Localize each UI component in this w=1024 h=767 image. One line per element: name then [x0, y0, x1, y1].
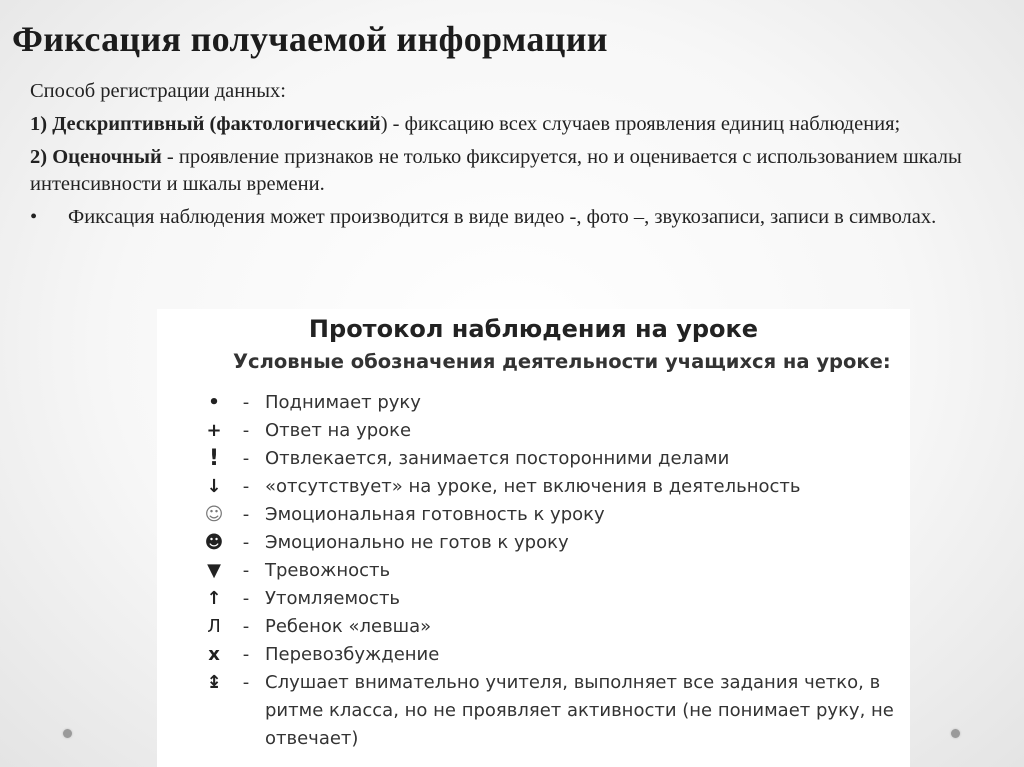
sad-face-icon: ☻ — [204, 532, 224, 553]
legend-dash: - — [242, 448, 250, 469]
legend-item-distracted — [201, 445, 901, 473]
filled-dot-icon: • — [208, 392, 220, 413]
protocol-subtitle: Условные обозначения деятельности учащихся на уроке: — [233, 350, 891, 373]
lead-text: Способ регистрации данных: — [30, 80, 286, 102]
legend-item-overexcited — [201, 641, 901, 669]
legend-dash: - — [242, 476, 250, 497]
bullet-mark: • — [30, 206, 38, 228]
legend-label: Перевозбуждение — [265, 644, 440, 665]
method-evaluative-description: - проявление признаков не только фиксируется, но и оценивается с использованием шкалы интенсивности и шкалы времени. — [30, 146, 962, 195]
legend-dash: - — [242, 616, 250, 637]
legend-item-emotionally-ready — [201, 501, 901, 529]
legend-label: Эмоциональная готовность к уроку — [265, 504, 605, 525]
method-descriptive-description: ) - фиксацию всех случаев проявления единиц наблюдения; — [380, 113, 901, 135]
legend-dash: - — [242, 392, 250, 413]
bullet-text: Фиксация наблюдения может производится в виде видео -, фото –, звукозаписи, записи в символах. — [68, 206, 937, 228]
bullet-item — [30, 204, 970, 231]
up-arrow-icon: ↑ — [206, 588, 222, 609]
smiley-icon: ☺ — [204, 504, 224, 525]
legend-item-fatigue — [201, 585, 901, 613]
legend-item-absent — [201, 473, 901, 501]
legend-label: Отвлекается, занимается посторонними делами — [265, 448, 730, 469]
legend-label: Ответ на уроке — [265, 420, 412, 441]
slide-body — [30, 78, 970, 231]
down-triangle-icon: ▼ — [207, 560, 221, 581]
legend-dash: - — [242, 588, 250, 609]
exclamation-icon: ! — [208, 446, 220, 471]
legend-dash: - — [242, 644, 250, 665]
legend-item-attentive-passive — [201, 669, 901, 753]
slide-title: Фиксация получаемой информации — [12, 19, 608, 59]
legend-label: Тревожность — [265, 560, 391, 581]
method-descriptive-name: 1) Дескриптивный (фактологический — [30, 113, 381, 135]
legend-label: Слушает внимательно учителя, выполняет все задания четко, в ритме класса, но не проявляет активности (не понимает руку, не отвечает) — [265, 672, 894, 749]
legend-dash: - — [242, 672, 250, 693]
legend-item-anxiety — [201, 557, 901, 585]
legend-label: Утомляемость — [265, 588, 401, 609]
legend-dash: - — [242, 504, 250, 525]
legend-dash: - — [242, 532, 250, 553]
protocol-title: Протокол наблюдения на уроке — [308, 315, 759, 343]
legend-item-emotionally-not-ready — [201, 529, 901, 557]
down-arrow-icon: ↓ — [206, 476, 222, 497]
legend-item-raises-hand — [201, 389, 901, 417]
letter-l-icon: Л — [207, 616, 221, 637]
protocol-image — [157, 309, 910, 767]
legend-label: «отсутствует» на уроке, нет включения в деятельность — [265, 476, 801, 497]
legend-dash: - — [242, 420, 250, 441]
legend-label: Эмоционально не готов к уроку — [265, 532, 569, 553]
nav-dot-left — [63, 729, 72, 738]
method-descriptive — [30, 111, 970, 138]
nav-dot-right — [951, 729, 960, 738]
legend-item-answer — [201, 417, 901, 445]
method-evaluative — [30, 144, 970, 198]
up-down-arrow-icon: ↨ — [206, 672, 222, 693]
plus-icon: + — [206, 420, 222, 441]
legend-dash: - — [242, 560, 250, 581]
legend-list — [201, 389, 901, 753]
legend-item-left-handed — [201, 613, 901, 641]
cross-icon: x — [208, 644, 220, 665]
method-evaluative-name: 2) Оценочный — [30, 146, 162, 168]
legend-label: Ребенок «левша» — [265, 616, 432, 637]
legend-label: Поднимает руку — [265, 392, 421, 413]
